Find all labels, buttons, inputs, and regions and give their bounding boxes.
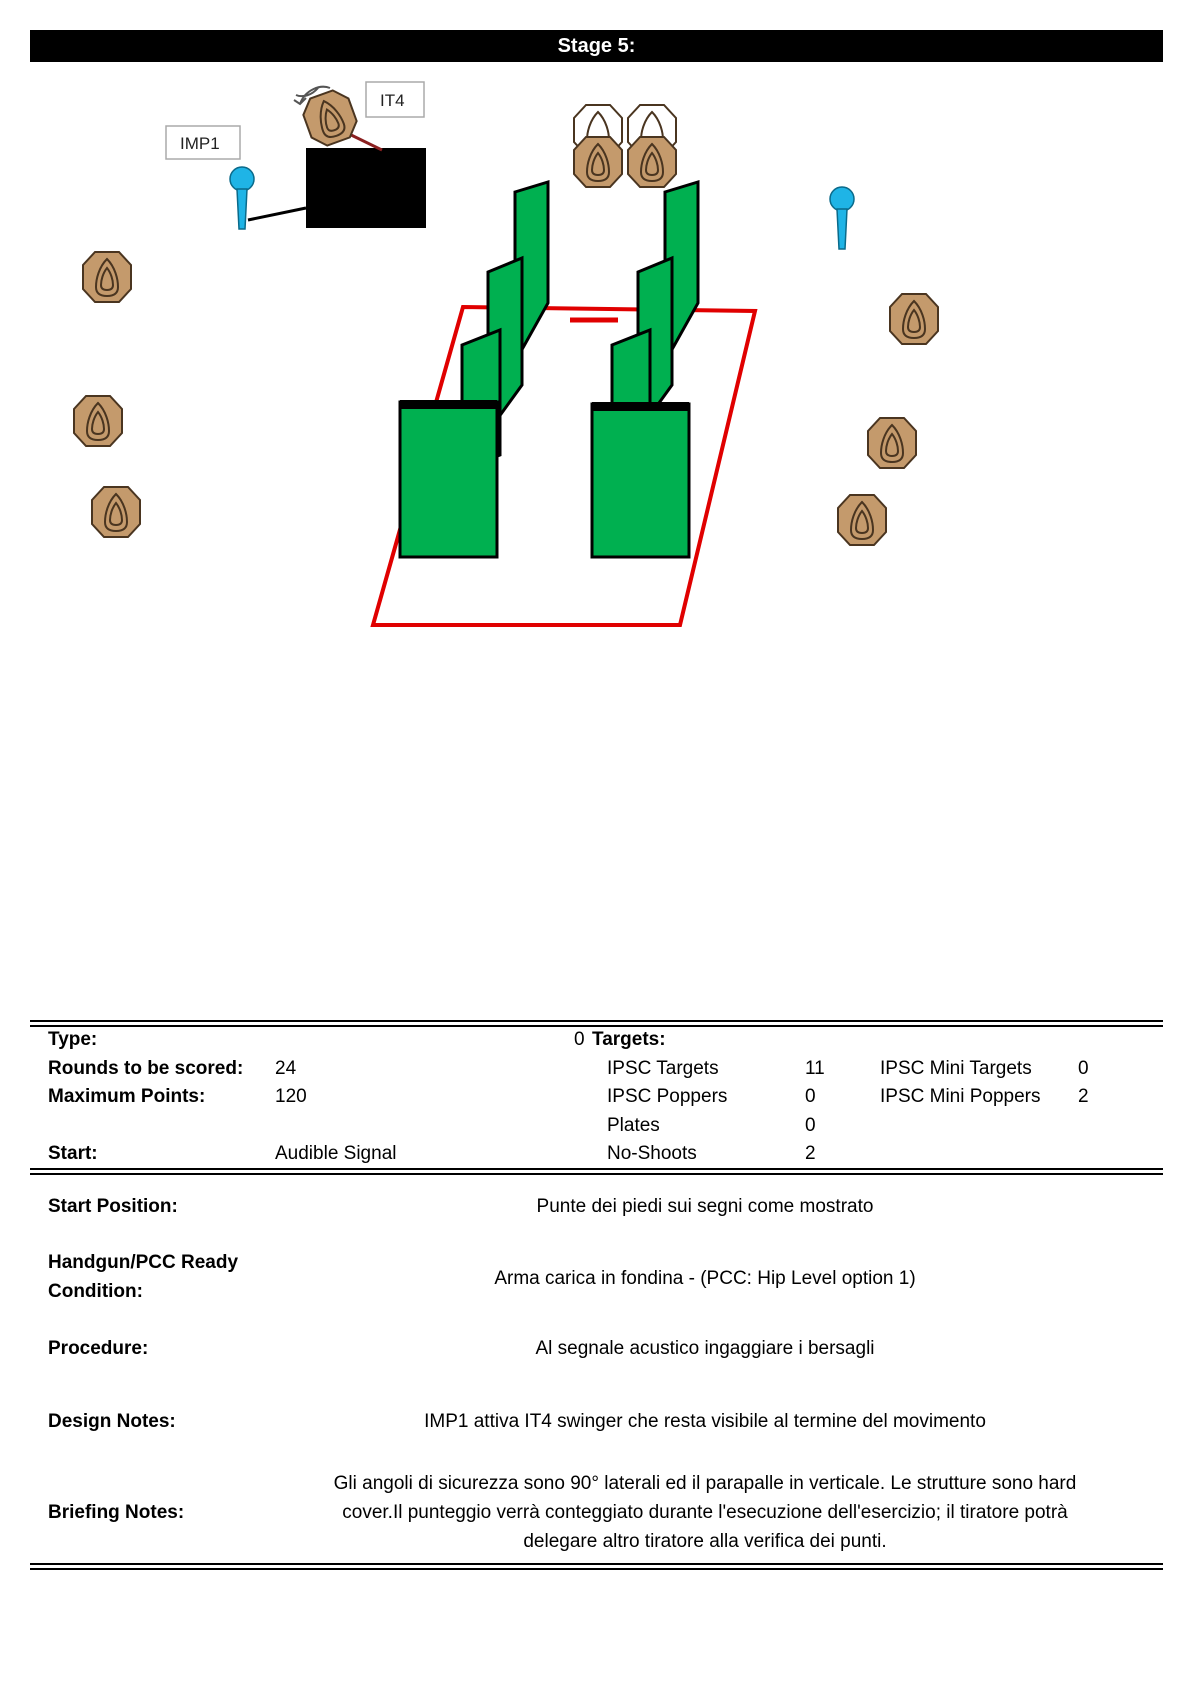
target-right-1: [890, 294, 938, 344]
no-shoots-value: 2: [805, 1143, 816, 1164]
left-wall-stack: [400, 182, 548, 557]
start-label: Start:: [48, 1143, 98, 1164]
mini-targets-label: IPSC Mini Targets: [880, 1058, 1032, 1079]
ready-condition-label-2: Condition:: [48, 1281, 143, 1302]
right-wall-stack: [592, 182, 698, 557]
procedure-label: Procedure:: [48, 1338, 149, 1359]
rounds-label: Rounds to be scored:: [48, 1058, 244, 1079]
procedure-value: Al segnale acustico ingaggiare i bersagli: [535, 1338, 875, 1359]
target-left-1: [83, 252, 131, 302]
briefing-notes-label: Briefing Notes:: [48, 1502, 185, 1523]
mini-popper-right: [830, 187, 854, 249]
type-value: 0: [574, 1029, 585, 1050]
target-right-2: [868, 418, 916, 468]
it4-label: IT4: [380, 91, 405, 110]
type-label: Type:: [48, 1029, 98, 1050]
stage-title-bar: [30, 30, 1163, 62]
start-value: Audible Signal: [275, 1143, 397, 1164]
ipsc-poppers-value: 0: [805, 1086, 816, 1107]
targets-label: Targets:: [592, 1029, 666, 1050]
details-bottom-rule: [30, 1563, 1163, 1565]
max-points-label: Maximum Points:: [48, 1086, 206, 1107]
plates-label: Plates: [607, 1115, 660, 1136]
ready-condition-value: Arma carica in fondina - (PCC: Hip Level option 1): [494, 1268, 916, 1289]
ipsc-targets-label: IPSC Targets: [607, 1058, 719, 1079]
stage-title: Stage 5:: [557, 34, 636, 57]
briefing-notes-line-3: delegare altro tiratore alla verifica dei punti.: [523, 1531, 887, 1552]
summary-bottom-rule: [30, 1168, 1163, 1170]
target-left-3: [92, 487, 140, 537]
summary-bottom-rule-2: [30, 1173, 1163, 1175]
rounds-value: 24: [275, 1058, 297, 1079]
mini-poppers-value: 2: [1078, 1086, 1089, 1107]
center-target-group: [574, 105, 676, 187]
start-position-label: Start Position:: [48, 1196, 178, 1217]
briefing-notes-line-2: cover.Il punteggio verrà conteggiato durante l'esecuzione dell'esercizio; il tiratore potrà: [342, 1502, 1068, 1523]
imp1-label: IMP1: [180, 134, 220, 153]
design-notes-label: Design Notes:: [48, 1411, 176, 1432]
imp1-activator-cable: [248, 208, 306, 220]
start-position-value: Punte dei piedi sui segni come mostrato: [536, 1196, 874, 1217]
briefing-notes-line-1: Gli angoli di sicurezza sono 90° laterali ed il parapalle in verticale. Le strutture sono hard: [333, 1473, 1077, 1494]
mini-poppers-label: IPSC Mini Poppers: [880, 1086, 1041, 1107]
summary-top-rule: [30, 1020, 1163, 1022]
stage-diagram: [0, 62, 1191, 662]
plates-value: 0: [805, 1115, 816, 1136]
target-right-3: [838, 495, 886, 545]
design-notes-value: IMP1 attiva IT4 swinger che resta visibile al termine del movimento: [424, 1411, 986, 1432]
mini-targets-value: 0: [1078, 1058, 1089, 1079]
max-points-value: 120: [275, 1086, 307, 1107]
target-left-2: [74, 396, 122, 446]
summary-top-rule-2: [30, 1025, 1163, 1027]
no-shoots-label: No-Shoots: [607, 1143, 697, 1164]
ipsc-targets-value: 11: [805, 1058, 825, 1079]
ipsc-poppers-label: IPSC Poppers: [607, 1086, 728, 1107]
ready-condition-label-1: Handgun/PCC Ready: [48, 1252, 239, 1273]
details-bottom-rule-2: [30, 1568, 1163, 1570]
